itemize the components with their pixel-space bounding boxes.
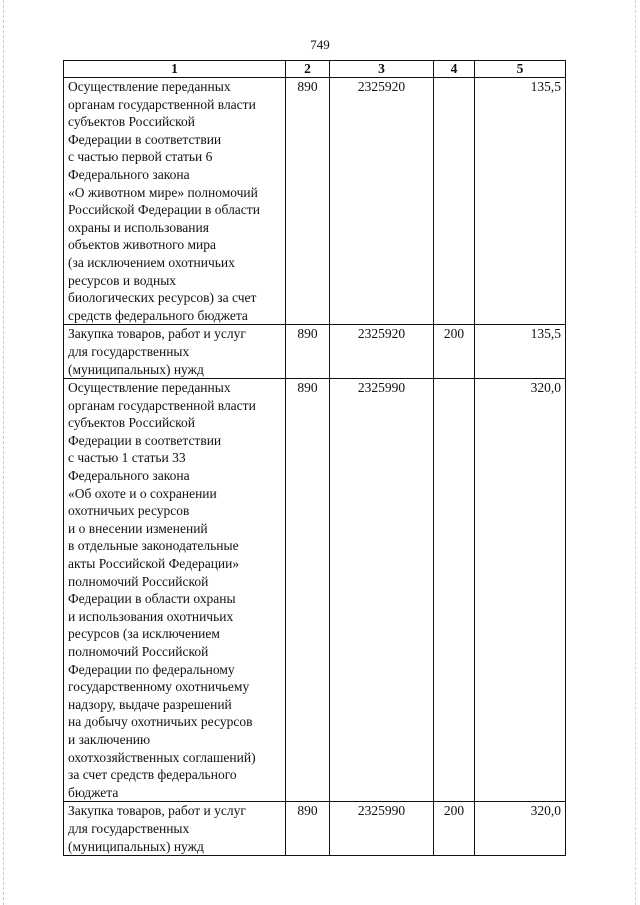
table-row <box>64 379 566 802</box>
row-col-4 <box>434 78 475 325</box>
description-line: и использования охотничьих <box>68 608 234 624</box>
description-line: с частью 1 статьи 33 <box>68 450 186 466</box>
header-col-4: 4 <box>434 61 475 78</box>
row-col-2: 890 <box>286 802 330 856</box>
description-line: Федерации в области охраны <box>68 591 236 607</box>
description-line: и заключению <box>68 731 151 747</box>
row-col-3: 2325990 <box>330 379 434 802</box>
row-col-2: 890 <box>286 78 330 325</box>
row-col-5: 320,0 <box>475 802 566 856</box>
description-line: (муниципальных) нужд <box>68 361 204 377</box>
row-description <box>64 78 286 325</box>
description-line: бюджета <box>68 784 119 800</box>
scan-edge-left <box>3 0 4 905</box>
row-col-4: 200 <box>434 325 475 379</box>
description-line: охраны и использования <box>68 219 209 235</box>
description-line: Федерального закона <box>68 166 190 182</box>
description-line: полномочий Российской <box>68 644 209 659</box>
table-header-row <box>64 61 566 78</box>
description-line: средств федерального бюджета <box>68 307 248 323</box>
description-line: Осуществление переданных <box>68 79 231 94</box>
row-col-5: 320,0 <box>475 379 566 802</box>
row-col-4 <box>434 379 475 802</box>
description-line: Российской Федерации в области <box>68 202 260 218</box>
table-row <box>64 78 566 325</box>
description-line: Закупка товаров, работ и услуг <box>68 326 246 342</box>
description-line: в отдельные законодательные <box>68 538 239 554</box>
row-col-5: 135,5 <box>475 325 566 379</box>
description-line: за счет средств федерального <box>68 767 237 783</box>
row-col-3: 2325920 <box>330 78 434 325</box>
description-line: государственному охотничьему <box>68 679 250 695</box>
table-row <box>64 325 566 379</box>
row-col-5: 135,5 <box>475 78 566 325</box>
description-line: Федерации в соответствии <box>68 131 222 147</box>
description-line: акты Российской Федерации» <box>68 556 240 572</box>
description-line: «Об охоте и о сохранении <box>68 485 217 501</box>
description-line: охотхозяйственных соглашений) <box>68 749 256 765</box>
description-line: (муниципальных) нужд <box>68 838 204 854</box>
description-line: субъектов Российской <box>68 415 196 431</box>
description-line: полномочий Российской <box>68 573 209 589</box>
description-line: органам государственной власти <box>68 397 256 413</box>
description-line: Закупка товаров, работ и услуг <box>68 803 246 819</box>
page-number: 749 <box>310 37 330 52</box>
row-col-3: 2325990 <box>330 802 434 856</box>
row-description <box>64 379 286 802</box>
description-line: надзору, выдаче разрешений <box>68 696 232 712</box>
description-line: Осуществление переданных <box>68 380 231 396</box>
header-col-3: 3 <box>330 61 434 78</box>
header-col-5: 5 <box>475 61 566 78</box>
description-line: и о внесении изменений <box>68 520 208 536</box>
row-description <box>64 802 286 856</box>
description-line: ресурсов (за исключением <box>68 626 220 642</box>
description-line: «О животном мире» полномочий <box>68 184 258 200</box>
table-row <box>64 802 566 856</box>
description-line: органам государственной власти <box>68 96 256 112</box>
scan-edge-right <box>635 0 636 905</box>
description-line: с частью первой статьи 6 <box>68 149 213 165</box>
description-line: для государственных <box>68 820 190 836</box>
header-col-2: 2 <box>286 61 330 78</box>
table-body <box>64 78 566 856</box>
header-col-1: 1 <box>64 61 286 78</box>
description-line: охотничьих ресурсов <box>68 503 190 519</box>
description-line: объектов животного мира <box>68 237 216 253</box>
row-description <box>64 325 286 379</box>
row-col-2: 890 <box>286 325 330 379</box>
description-line: Федерации по федеральному <box>68 661 235 677</box>
budget-table <box>63 60 566 856</box>
description-line: на добычу охотничьих ресурсов <box>68 714 253 730</box>
description-line: биологических ресурсов) за счет <box>68 290 257 306</box>
row-col-3: 2325920 <box>330 325 434 379</box>
description-line: субъектов Российской <box>68 114 196 130</box>
row-col-2: 890 <box>286 379 330 802</box>
description-line: ресурсов и водных <box>68 272 177 288</box>
description-line: Федерации в соответствии <box>68 432 222 448</box>
description-line: (за исключением охотничьих <box>68 254 235 270</box>
description-line: Федерального закона <box>68 468 190 484</box>
row-col-4: 200 <box>434 802 475 856</box>
description-line: для государственных <box>68 343 190 359</box>
